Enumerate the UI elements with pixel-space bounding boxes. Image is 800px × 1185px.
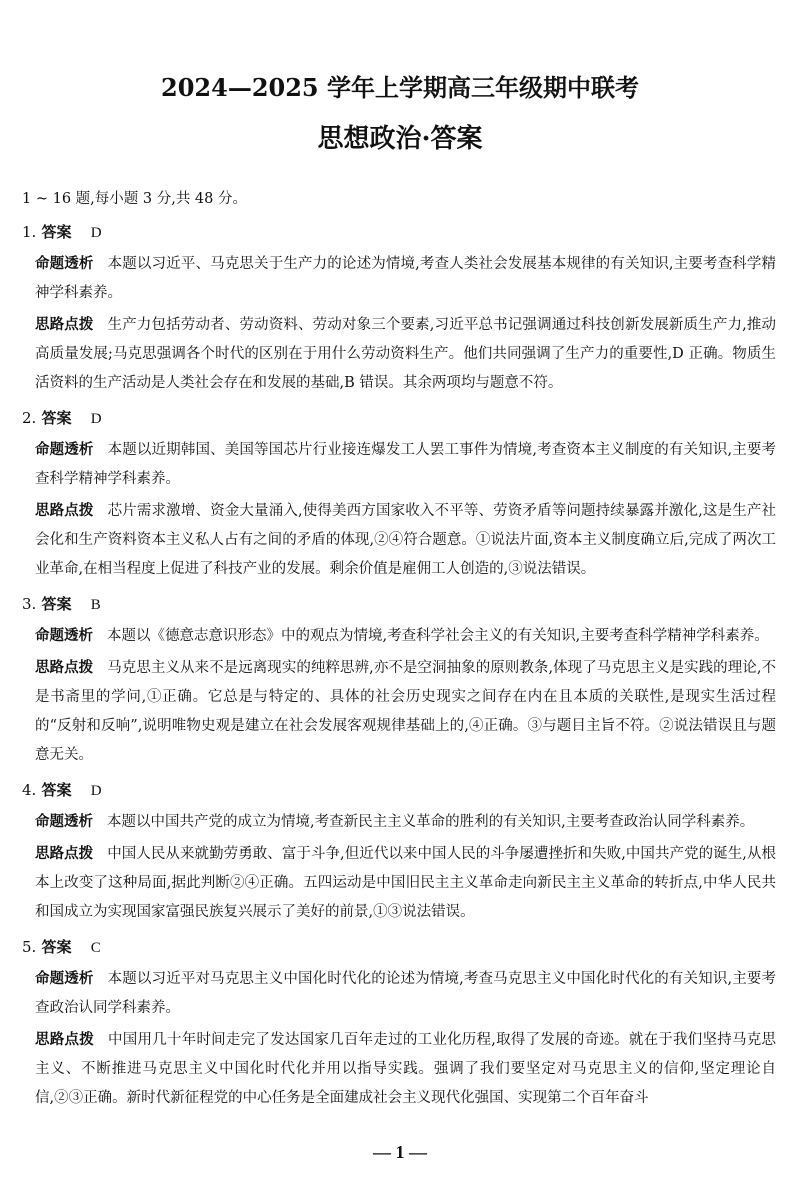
analysis-text: 本题以《德意志意识形态》中的观点为情境,考查科学社会主义的有关知识,主要考查科学精神学科素养。: [107, 628, 769, 644]
analysis-paragraph: [22, 621, 778, 651]
hint-text: 中国人民从来就勤劳勇敢、富于斗争,但近代以来中国人民的斗争屡遭挫折和失败,中国共产党的诞生,从根本上改变了这种局面,据此判断②④正确。五四运动是中国旧民主主义革命走向新民主主义革命的转折点,中华人民共和国成立为实现国家富强民族复兴展示了美好的前景,①③说法错误。: [35, 846, 777, 920]
hint-paragraph: [22, 1025, 778, 1113]
analysis-tag: 命题透析: [35, 255, 94, 272]
question-3: [22, 590, 778, 770]
analysis-tag: 命题透析: [35, 813, 93, 830]
question-number: 3.: [22, 595, 37, 613]
hint-paragraph: [22, 310, 778, 398]
answer-value: D: [90, 411, 102, 427]
analysis-tag: 命题透析: [35, 970, 94, 987]
question-header: [22, 218, 778, 247]
analysis-paragraph: [22, 807, 778, 837]
answer-label: 答案: [41, 595, 72, 613]
question-5: [22, 933, 778, 1113]
hint-tag: 思路点拨: [35, 659, 94, 676]
question-4: [22, 776, 778, 927]
answer-label: 答案: [41, 781, 72, 799]
document-subtitle: 思想政治·答案: [317, 124, 483, 154]
question-number: 5.: [22, 938, 37, 956]
question-1: [22, 218, 778, 398]
question-header: [22, 590, 778, 619]
hint-text: 生产力包括劳动者、劳动资料、劳动对象三个要素,习近平总书记强调通过科技创新发展新质生产力,推动高质量发展;马克思强调各个时代的区别在于用什么劳动资料生产。他们共同强调了生产力的重要性,D 正确。物质生活资料的生产活动是人类社会存在和发展的基础,B 错误。其余两项均与题意不符。: [35, 317, 777, 391]
answer-label: 答案: [41, 223, 72, 241]
hint-tag: 思路点拨: [35, 845, 94, 862]
question-header: [22, 933, 778, 962]
hint-text: 中国用几十年时间走完了发达国家几百年走过的工业化历程,取得了发展的奇迹。就在于我们坚持马克思主义、不断推进马克思主义中国化时代化并用以指导实践。强调了我们要坚定对马克思主义的信仰,坚定理论自信,②③正确。新时代新征程党的中心任务是全面建成社会主义现代化强国、实现第二个百年奋斗: [35, 1032, 777, 1106]
document-title: 2024—2025 学年上学期高三年级期中联考: [161, 73, 639, 102]
answer-label: 答案: [41, 938, 72, 956]
analysis-text: 本题以习近平对马克思主义中国化时代化的论述为情境,考查马克思主义中国化时代化的有关知识,主要考查政治认同学科素养。: [35, 971, 777, 1016]
hint-paragraph: [22, 496, 778, 584]
question-header: [22, 776, 778, 805]
question-number: 4.: [22, 781, 37, 799]
question-header: [22, 404, 778, 433]
analysis-tag: 命题透析: [35, 441, 94, 458]
hint-text: 马克思主义从来不是远离现实的纯粹思辨,亦不是空洞抽象的原则教条,体现了马克思主义是实践的理论,不是书斋里的学问,①正确。它总是与特定的、具体的社会历史现实之间存在内在且本质的关联性,是现实生活过程的“反射和反响”,说明唯物史观是建立在社会发展客观规律基础上的,④正确。③与题目主旨不符。②说法错误且与题意无关。: [35, 660, 777, 763]
answer-value: B: [90, 597, 101, 613]
analysis-text: 本题以中国共产党的成立为情境,考查新民主主义革命的胜利的有关知识,主要考查政治认同学科素养。: [107, 814, 755, 830]
analysis-paragraph: [22, 435, 778, 494]
page-number: — 1 —: [373, 1142, 427, 1162]
hint-tag: 思路点拨: [35, 316, 94, 333]
analysis-text: 本题以近期韩国、美国等国芯片行业接连爆发工人罢工事件为情境,考查资本主义制度的有关知识,主要考查科学精神学科素养。: [35, 442, 777, 487]
hint-text: 芯片需求激增、资金大量涌入,使得美西方国家收入不平等、劳资矛盾等问题持续暴露并激化,这是生产社会化和生产资料资本主义私人占有之间的矛盾的体现,②④符合题意。①说法片面,资本主义制度确立后,完成了两次工业革命,在相当程度上促进了科技产业的发展。剩余价值是雇佣工人创造的,③说法错误。: [35, 503, 777, 577]
answer-value: D: [90, 225, 102, 241]
question-number: 1.: [22, 223, 37, 241]
analysis-paragraph: [22, 964, 778, 1023]
answer-value: D: [90, 783, 102, 799]
hint-tag: 思路点拨: [35, 502, 94, 519]
hint-paragraph: [22, 653, 778, 770]
hint-tag: 思路点拨: [35, 1031, 94, 1048]
analysis-tag: 命题透析: [35, 627, 93, 644]
answer-label: 答案: [41, 409, 72, 427]
answer-value: C: [90, 940, 101, 956]
hint-paragraph: [22, 839, 778, 927]
analysis-paragraph: [22, 249, 778, 308]
analysis-text: 本题以习近平、马克思关于生产力的论述为情境,考查人类社会发展基本规律的有关知识,主要考查科学精神学科素养。: [35, 256, 777, 301]
intro-text: 1 ~ 16 题,每小题 3 分,共 48 分。: [22, 191, 247, 207]
question-2: [22, 404, 778, 584]
question-number: 2.: [22, 409, 37, 427]
